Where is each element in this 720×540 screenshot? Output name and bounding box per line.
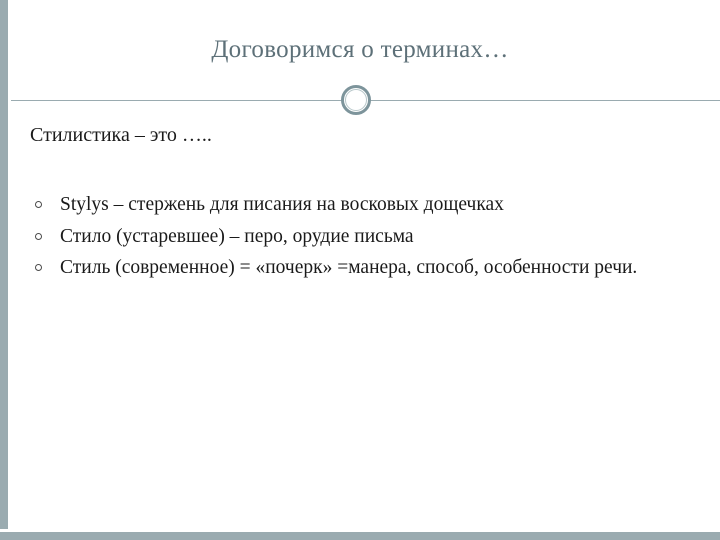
slide-body xyxy=(30,123,650,287)
list-item-label: Стиль (современное) = «почерк» =манера, способ, особенности речи. xyxy=(60,257,638,279)
list-item xyxy=(30,192,650,218)
slide-title: Договоримся о терминах… xyxy=(211,36,509,63)
bottom-accent-bar-stripe xyxy=(0,529,720,532)
list-item-label: Стило (устаревшее) – перо, орудие письма xyxy=(60,225,414,247)
bullet-dot-icon xyxy=(35,264,42,271)
list-item xyxy=(30,224,650,250)
list-item-label: Stylys – стержень для писания на восковых дощечках xyxy=(60,194,504,215)
bullet-list xyxy=(30,192,650,281)
ring-ornament-inner-icon xyxy=(345,89,367,111)
left-accent-bar-stripe xyxy=(8,0,11,540)
bullet-dot-icon xyxy=(35,201,42,208)
lead-text: Стилистика – это ….. xyxy=(30,124,212,146)
list-item xyxy=(30,255,650,281)
bullet-dot-icon xyxy=(35,233,42,240)
